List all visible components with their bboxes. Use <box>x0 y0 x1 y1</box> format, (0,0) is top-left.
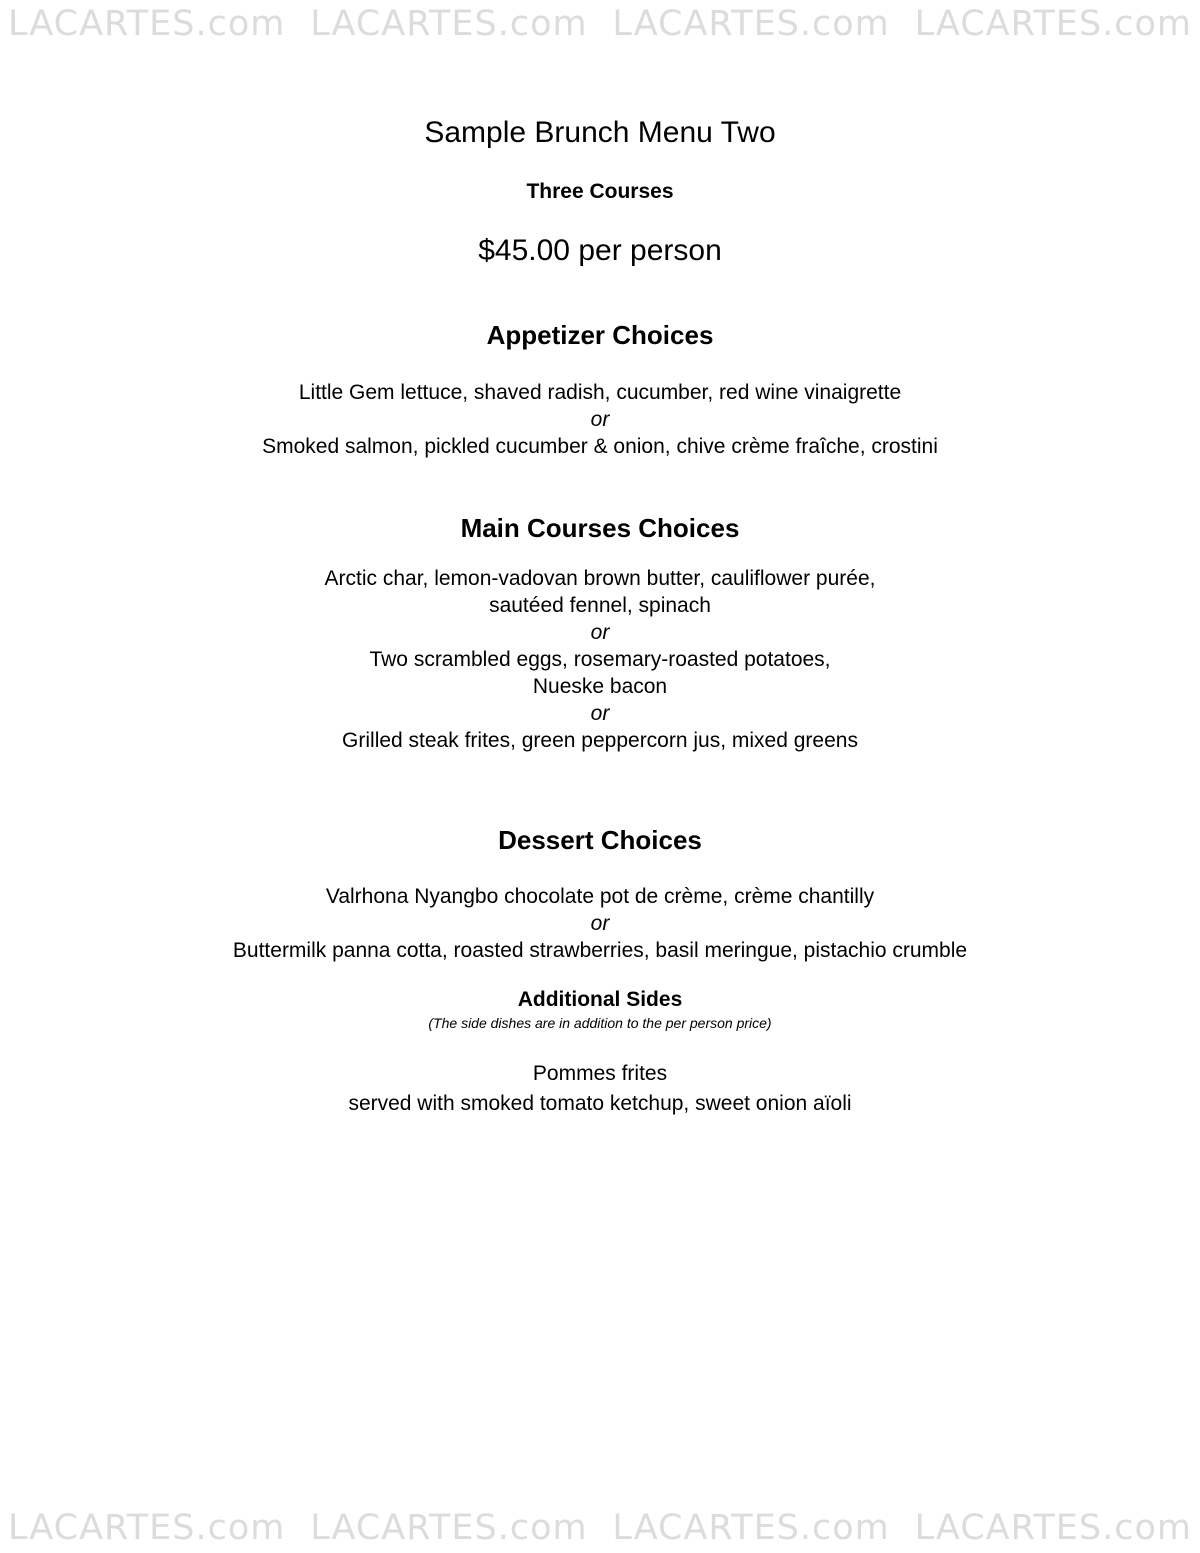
menu-item: Smoked salmon, pickled cucumber & onion, chive crème fraîche, crostini <box>262 435 938 458</box>
menu-item: served with smoked tomato ketchup, sweet onion aïoli <box>348 1092 852 1115</box>
menu-title: Sample Brunch Menu Two <box>424 116 776 149</box>
watermark-text: LACARTES.com <box>310 1508 588 1548</box>
watermark-text: LACARTES.com <box>914 1508 1192 1548</box>
menu-item: Valrhona Nyangbo chocolate pot de crème, crème chantilly <box>325 885 875 908</box>
or-separator: or <box>590 408 610 431</box>
watermark-bottom <box>0 1508 1200 1548</box>
watermark-text: LACARTES.com <box>612 1508 890 1548</box>
menu-item: Grilled steak frites, green peppercorn jus, mixed greens <box>342 729 858 752</box>
watermark-text: LACARTES.com <box>914 4 1192 44</box>
menu-item: Two scrambled eggs, rosemary-roasted potatoes, <box>369 648 831 671</box>
watermark-text: LACARTES.com <box>612 4 890 44</box>
watermark-text: LACARTES.com <box>310 4 588 44</box>
menu-item: Arctic char, lemon-vadovan brown butter, cauliflower purée, <box>324 567 876 590</box>
watermark-text: LACARTES.com <box>8 1508 286 1548</box>
or-separator: or <box>590 621 610 644</box>
menu-subtitle: Three Courses <box>526 180 674 203</box>
main-heading: Main Courses Choices <box>460 513 740 543</box>
or-separator: or <box>590 912 610 935</box>
sides-note: (The side dishes are in addition to the per person price) <box>428 1015 772 1031</box>
watermark-top <box>0 4 1200 44</box>
menu-item: Buttermilk panna cotta, roasted strawberries, basil meringue, pistachio crumble <box>232 939 968 962</box>
sides-heading: Additional Sides <box>517 988 683 1011</box>
appetizer-heading: Appetizer Choices <box>486 320 714 350</box>
menu-item: Little Gem lettuce, shaved radish, cucumber, red wine vinaigrette <box>298 381 902 404</box>
or-separator: or <box>590 702 610 725</box>
menu-item: sautéed fennel, spinach <box>489 594 711 617</box>
menu-item: Pommes frites <box>532 1062 668 1085</box>
menu-price: $45.00 per person <box>478 234 722 267</box>
watermark-text: LACARTES.com <box>8 4 286 44</box>
dessert-heading: Dessert Choices <box>498 825 702 855</box>
menu-item: Nueske bacon <box>532 675 668 698</box>
